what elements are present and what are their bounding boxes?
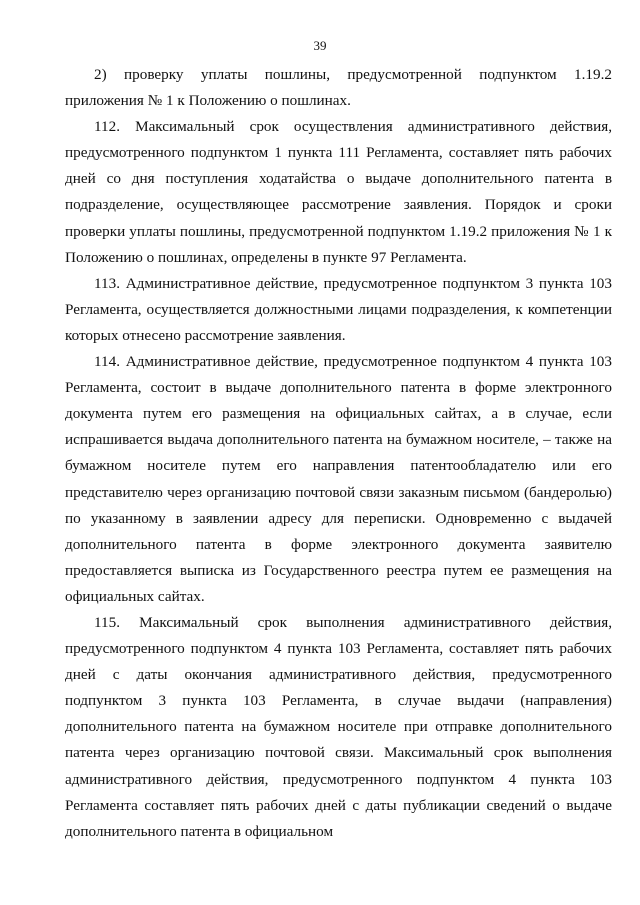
paragraph-114: 114. Административное действие, предусмотренное подпунктом 4 пункта 103 Регламента, состоит в выдаче дополнительного патента в форме электронного документа путем его размещения на официальных сайтах, а в случае, если испрашивается выдача дополнительного патента на бумажном носителе, – также на бумажном носителе путем его направления патентообладателю или его представителю через организацию почтовой связи заказным письмом (бандеролью) по указанному в заявлении адресу для переписки. Одновременно с выдачей дополнительного патента в форме электронного документа заявителю предоставляется выписка из Государственного реестра путем ее размещения на официальных сайтах. [65,353,612,605]
paragraph-113: 113. Административное действие, предусмотренное подпунктом 3 пункта 103 Регламента, осуществляется должностными лицами подразделения, к компетенции которых отнесено рассмотрение заявления. [65,274,612,344]
paragraph-112: 112. Максимальный срок осуществления административного действия, предусмотренного подпунктом 1 пункта 111 Регламента, составляет пять рабочих дней со дня поступления ходатайства о выдаче дополнительного патента в подразделение, осуществляющее рассмотрение заявления. Порядок и сроки проверки уплаты пошлины, предусмотренной подпунктом 1.19.2 приложения № 1 к Положению о пошлинах, определены в пункте 97 Регламента. [65,118,612,266]
document-body [65,62,612,845]
page-number: 39 [313,38,327,53]
paragraph-item-2: 2) проверку уплаты пошлины, предусмотренной подпунктом 1.19.2 приложения № 1 к Положению о пошлинах. [65,66,612,110]
paragraph-115: 115. Максимальный срок выполнения административного действия, предусмотренного подпунктом 4 пункта 103 Регламента, составляет пять рабочих дней с даты окончания административного действия, предусмотренного подпунктом 3 пункта 103 Регламента, в случае выдачи (направления) дополнительного патента на бумажном носителе при отправке дополнительного патента через организацию почтовой связи. Максимальный срок выполнения административного действия, предусмотренного подпунктом 4 пункта 103 Регламента составляет пять рабочих дней с даты публикации сведений о выдаче дополнительного патента в официальном [65,613,612,840]
